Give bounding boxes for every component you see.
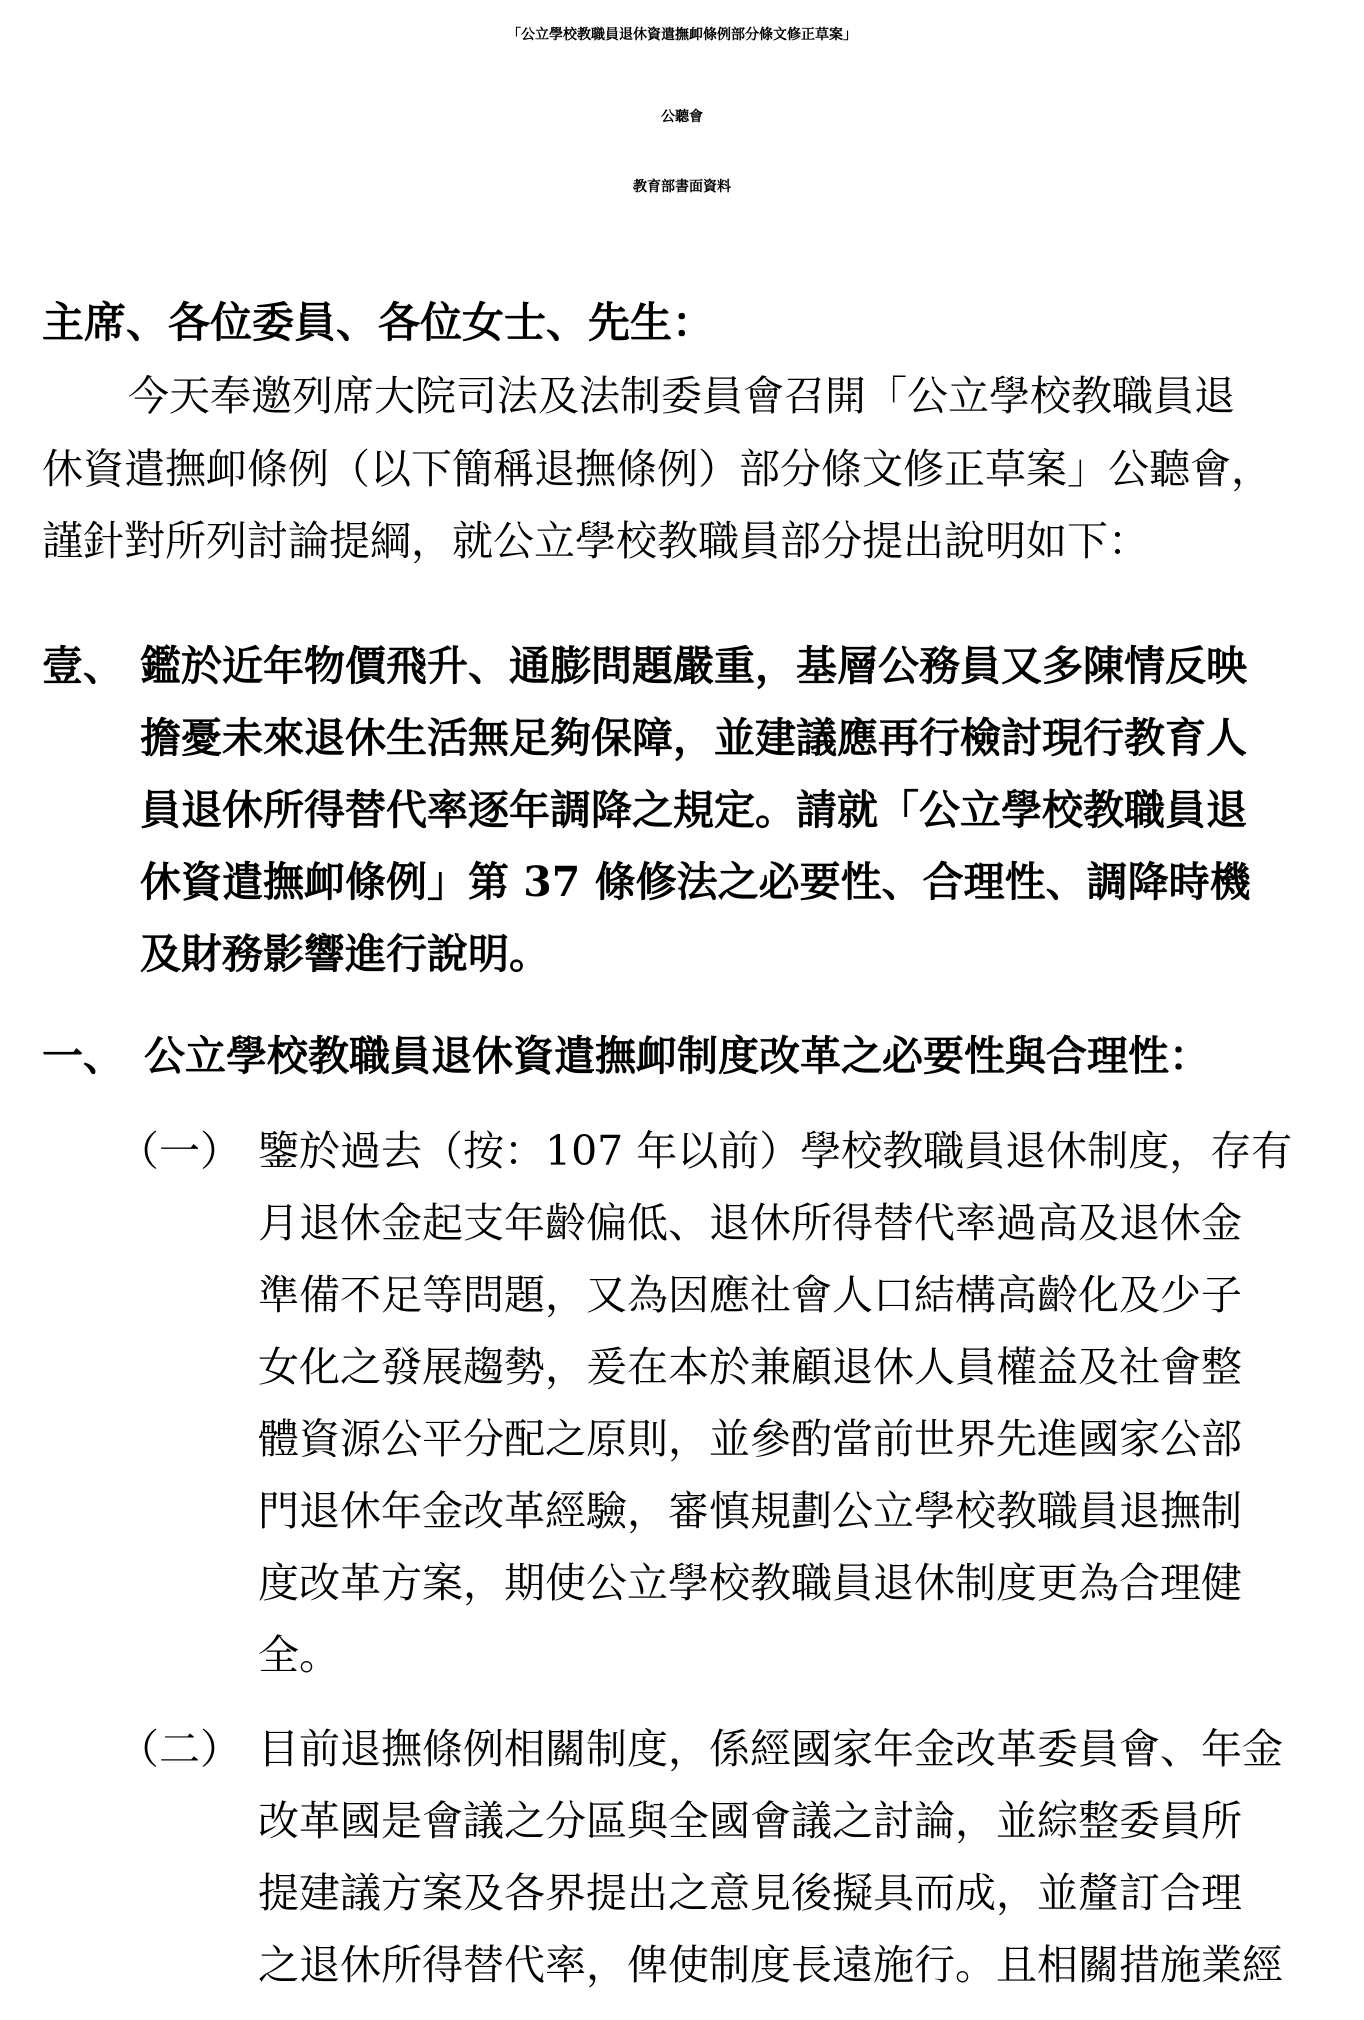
section-label: 壹、 xyxy=(42,642,124,690)
item-line: 門退休年金改革經驗，審慎規劃公立學校教職員退撫制 xyxy=(258,1487,1242,1535)
item-line: 之退休所得替代率，俾使制度長遠施行。且相關措施業經 xyxy=(258,1941,1283,1989)
document-subtitle-hearing: 公聽會 xyxy=(661,109,703,125)
item-line: 準備不足等問題，又為因應社會人口結構高齡化及少子 xyxy=(258,1271,1242,1319)
intro-line: 今天奉邀列席大院司法及法制委員會召開「公立學校教職員退 xyxy=(128,372,1235,420)
section-line: 鑑於近年物價飛升、通膨問題嚴重，基層公務員又多陳情反映 xyxy=(140,642,1247,690)
section-line: 擔憂未來退休生活無足夠保障，並建議應再行檢討現行教育人 xyxy=(140,714,1247,762)
section-line: 休資遣撫卹條例」第 37 條修法之必要性、合理性、調降時機 xyxy=(140,858,1251,906)
section-line: 及財務影響進行說明。 xyxy=(140,930,550,978)
item-line: 女化之發展趨勢，爰在本於兼顧退休人員權益及社會整 xyxy=(258,1343,1242,1391)
document-subtitle-ministry: 教育部書面資料 xyxy=(633,179,731,195)
item-line: 體資源公平分配之原則，並參酌當前世界先進國家公部 xyxy=(258,1415,1242,1463)
item-line: 改革國是會議之分區與全國會議之討論，並綜整委員所 xyxy=(258,1797,1242,1845)
item-line: 度改革方案，期使公立學校教職員退休制度更為合理健 xyxy=(258,1559,1242,1607)
intro-line: 休資遣撫卹條例（以下簡稱退撫條例）部分條文修正草案」公聽會， xyxy=(42,445,1272,493)
salutation: 主席、各位委員、各位女士、先生： xyxy=(42,298,715,347)
item-line: 提建議方案及各界提出之意見後擬具而成，並釐訂合理 xyxy=(258,1869,1242,1917)
item-label: （二） xyxy=(118,1725,241,1773)
item-line: 目前退撫條例相關制度，係經國家年金改革委員會、年金 xyxy=(258,1725,1283,1773)
item-line: 鑒於過去（按：107 年以前）學校教職員退休制度，存有 xyxy=(258,1127,1293,1175)
document-title: 「公立學校教職員退休資遣撫卹條例部分條文修正草案」 xyxy=(507,27,857,43)
item-line: 全。 xyxy=(258,1631,340,1679)
section-line: 員退休所得替代率逐年調降之規定。請就「公立學校教職員退 xyxy=(140,786,1247,834)
intro-line: 謹針對所列討論提綱，就公立學校教職員部分提出說明如下： xyxy=(42,517,1149,565)
item-line: 月退休金起支年齡偏低、退休所得替代率過高及退休金 xyxy=(258,1199,1242,1247)
heading-text: 公立學校教職員退休資遣撫卹制度改革之必要性與合理性： xyxy=(144,1032,1210,1080)
item-label: （一） xyxy=(118,1127,241,1175)
heading-label: 一、 xyxy=(42,1032,124,1080)
